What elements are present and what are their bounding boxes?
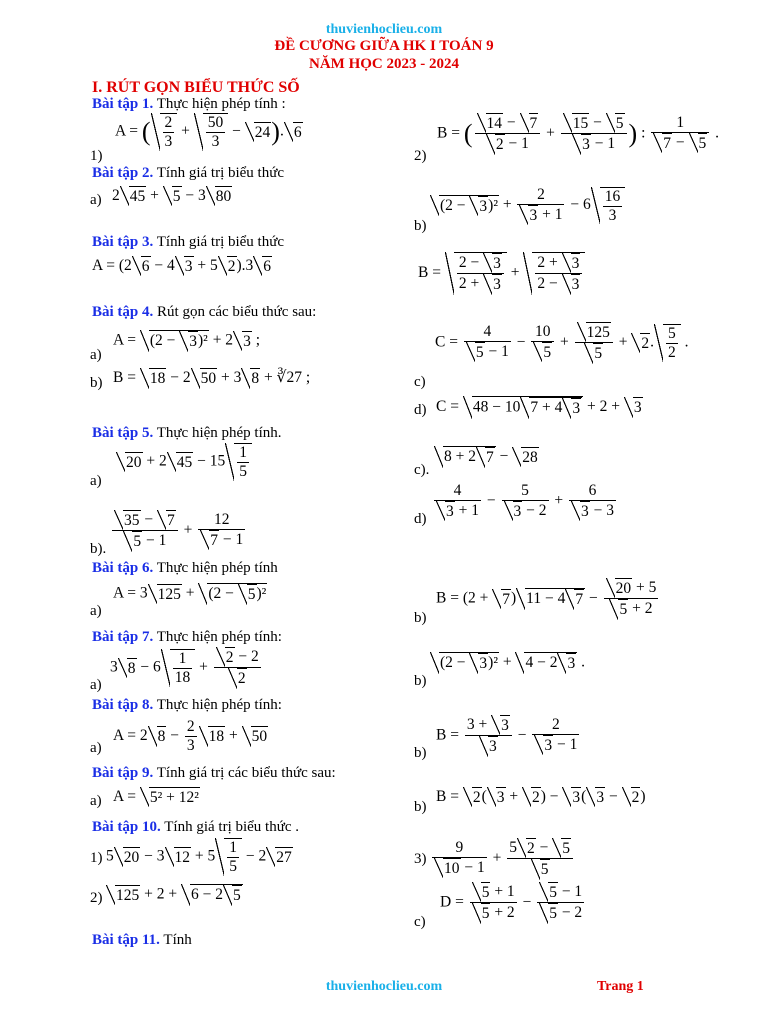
formula-8-b: B = $\frac{3 + 3}{3}$ − $\frac{2}{3 - 1}$ [436,715,578,756]
formula-4-b: B = 18 − 2 50 + 3 8 + ∛27 ; [113,369,311,388]
item-label: b) [414,799,427,815]
formula-4-d: C = 48 − 10 7 + 4 3 + 2 + 3 [436,397,642,418]
formula-7-b: (2 − 3)² + 4 − 2 3 . [430,652,585,674]
exercise-7-heading [92,629,282,646]
exercise-8-heading [92,697,282,714]
item-label: 1) [90,850,103,866]
formula-8-a: A = 2 8 − $\frac{2}{3}$ 18 + 50 [113,718,268,754]
item-label: c) [414,914,426,930]
formula-9-b: B = 2( 3 + 2) − 3( 3 − 2) [436,787,646,806]
formula-6-a: A = 3 125 + (2 − 5)² [113,584,267,604]
exercise-text: Tính [163,932,192,948]
exercise-label: Bài tập 1. [92,96,154,112]
exercise-4-heading [92,304,316,321]
item-label: a) [90,677,102,693]
formula-7-a: 3 8 − 6 $\frac{1}{18}$ + $\frac{2 - 2}{2}$ [110,647,259,688]
exercise-1-heading [92,96,286,113]
exercise-text: Thực hiện phép tính : [156,96,286,112]
exercise-11-heading [92,932,192,949]
exercise-label: Bài tập 4. [92,304,154,320]
exercise-label: Bài tập 10. [92,819,161,835]
exercise-label: Bài tập 6. [92,560,154,576]
exercise-3-heading [92,234,284,251]
item-label: 2) [90,890,103,906]
exercise-label: Bài tập 7. [92,629,154,645]
formula-10-c: D = $\frac{5 + 1}{5 + 2}$ − $\frac{5 - 1}{5 - 2}$ [440,882,583,923]
item-label: a) [90,603,102,619]
exercise-10-heading [92,819,299,836]
exercise-label: Bài tập 8. [92,697,154,713]
formula-4-a: A = (2 − 3)² + 2 3 ; [113,331,260,351]
item-label: a) [90,740,102,756]
exercise-text: Thực hiện phép tính: [156,697,282,713]
item-label: 2) [414,148,427,164]
exercise-label: Bài tập 5. [92,425,154,441]
doc-title: ĐỀ CƯƠNG GIỮA HK I TOÁN 9 [274,38,494,54]
item-label: d) [414,511,427,527]
item-label: b) [90,375,103,391]
formula-10-3: $\frac{9}{10 - 1}$ + $\frac{5 2 - 5}{5}$ [430,838,575,880]
item-label: 3) [414,851,427,867]
formula-2-b: (2 − 3)² + $\frac{2}{3 + 1}$ − 6 $\frac{16}{3}$ [430,186,625,225]
header-site: thuvienhoclieu.com [325,22,443,37]
item-label: b) [414,673,427,689]
exercise-text: Tính giá trị biểu thức [156,165,285,181]
section-heading: I. RÚT GỌN BIỂU THỨC SỐ [92,79,300,96]
formula-1-2: B = ( $\frac{14 - 7}{2 - 1}$ + $\frac{15 - 5}{3 - 1}$ ) : $\frac{1}{7 - 5}$ . [437,113,719,154]
item-label: d) [414,402,427,418]
exercise-text: Thực hiện phép tính. [156,425,282,441]
exercise-label: Bài tập 11. [92,932,160,948]
exercise-label: Bài tập 9. [92,765,154,781]
item-label: a) [90,473,102,489]
item-label: c) [414,374,426,390]
formula-6-b: B = (2 + 7) 11 − 4 7 − $\frac{20 + 5}{5 + 2}$ [436,578,657,619]
formula-10-1: 5 20 − 3 12 + 5 $\frac{1}{5}$ − 2 27 [106,839,292,875]
formula-5-c: 8 + 2 7 − 28 [434,446,539,468]
item-label: b) [414,610,427,626]
formula-10-2: 125 + 2 + 6 − 2 5 [106,884,243,906]
item-label: a) [90,347,102,363]
item-label: c). [414,462,430,478]
exercise-5-heading [92,425,282,442]
footer-site: thuvienhoclieu.com [325,979,443,994]
item-label: 1) [90,148,103,164]
formula-9-a: A = 5² + 12² [113,787,199,806]
exercise-2-heading [92,165,284,182]
formula-5-d: $\frac{4}{3 + 1}$ − $\frac{5}{3 - 2}$ + $\frac{6}{3 - 3}$ [432,482,618,521]
formula-1-1: A = ( $\frac{2}{3}$ + $\frac{50}{3}$ − 24). 6 [115,114,302,150]
item-label: b) [414,745,427,761]
exercise-text: Thực hiện phép tính: [156,629,282,645]
formula-4-c: C = $\frac{4}{5 - 1}$ − $\frac{10}{5}$ + $\frac{125}{5}$ + 2. $\frac{5}{2}$ . [435,323,689,363]
doc-year: NĂM HỌC 2023 - 2024 [309,56,459,72]
exercise-text: Rút gọn các biểu thức sau: [157,304,317,320]
exercise-9-heading [92,765,336,782]
formula-3-a: A = (2 6 − 4 3 + 5 2).3 6 [92,256,272,275]
formula-5-a: 20 + 2 45 − 15 $\frac{1}{5}$ [116,443,252,481]
exercise-label: Bài tập 2. [92,165,154,181]
formula-3-b: B = $\frac{2 - 3}{2 + 3}$ + $\frac{2 + 3}{2 - 3}$ [418,252,585,295]
exercise-text: Thực hiện phép tính [156,560,278,576]
exercise-text: Tính giá trị các biểu thức sau: [156,765,336,781]
item-label: a) [90,793,102,809]
exercise-text: Tính giá trị biểu thức [156,234,285,250]
page-number: Trang 1 [597,979,644,994]
exercise-text: Tính giá trị biểu thức . [164,819,300,835]
exercise-label: Bài tập 3. [92,234,154,250]
item-label: a) [90,192,102,208]
item-label: b) [414,218,427,234]
item-label: b). [90,541,107,557]
exercise-6-heading [92,560,278,577]
formula-2-a: 2 45 + 5 − 3 80 [112,186,232,205]
formula-5-b: $\frac{35 - 7}{5 - 1}$ + $\frac{12}{7 - 1}$ [110,510,247,552]
